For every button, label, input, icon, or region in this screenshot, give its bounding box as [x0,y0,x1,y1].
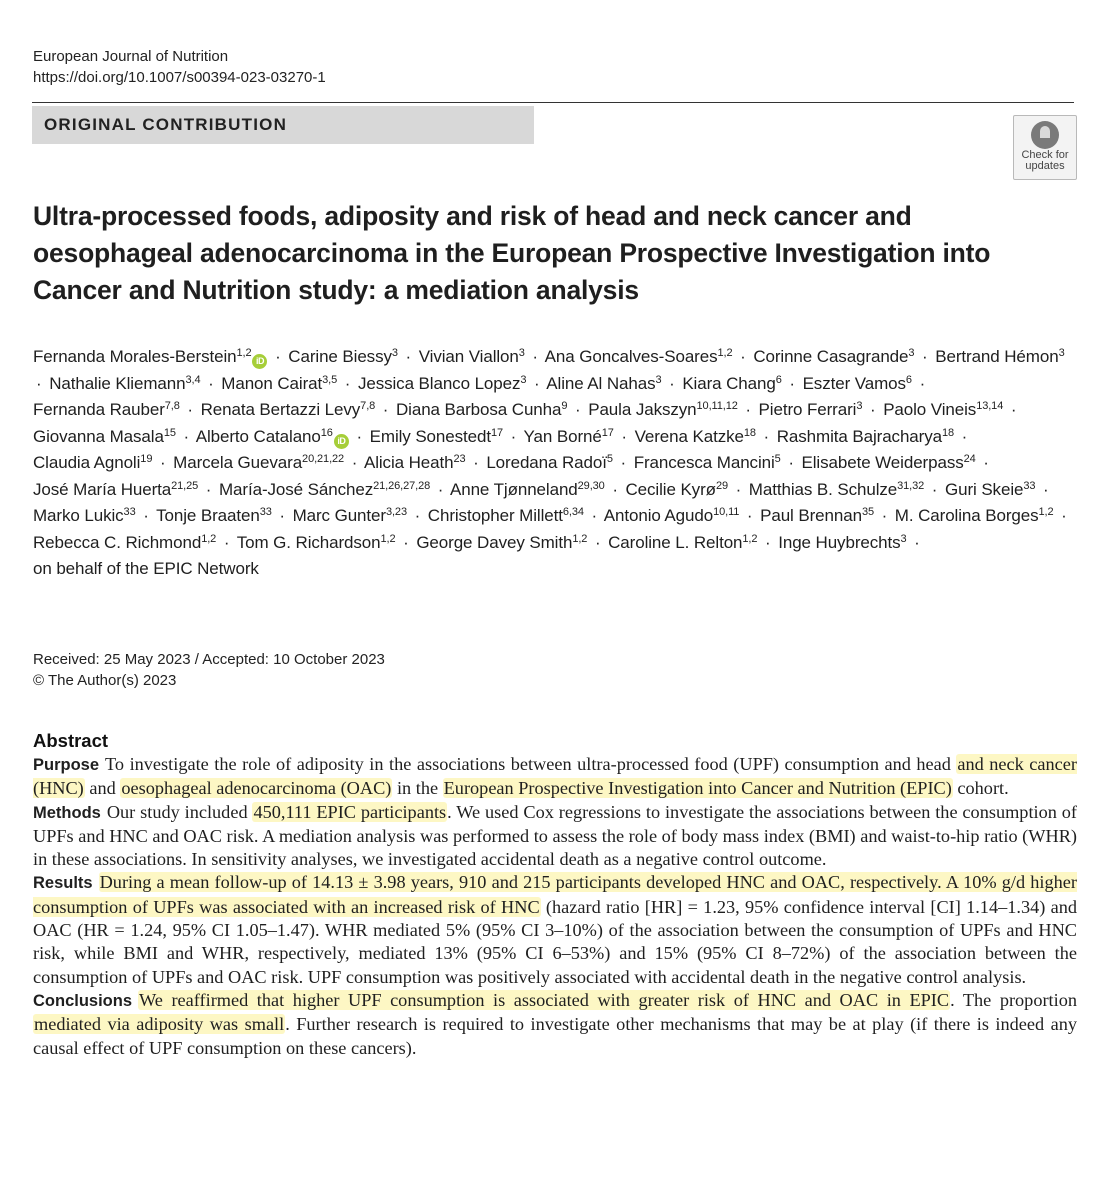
affiliation-marker: 17 [490,426,504,439]
author-separator: · [382,400,389,419]
affiliation-marker: 13,14 [976,400,1004,412]
author-separator: · [765,532,771,552]
author-separator: · [403,532,409,552]
author-name [288,347,398,366]
affiliation-marker: 5 [774,453,781,465]
author-name-text: Antonio Agudo [603,506,714,525]
affiliation-marker: 3,4 [185,373,201,386]
author-name-text: Ana Goncalves-Soares [544,347,718,366]
affiliation-marker: 3 [391,347,398,359]
affiliation-marker: 10,11 [713,506,740,518]
author-separator: · [575,400,581,419]
affiliation-marker: 1,2 [572,532,588,545]
affiliation-marker: 24 [963,453,976,465]
author-name-text: Jessica Blanco Lopez [357,373,521,393]
author-name-text: Eszter Vamos [802,373,906,393]
journal-header [33,46,326,88]
author-name [358,374,526,393]
author-name [364,453,466,472]
affiliation-marker: 35 [861,506,874,518]
author-separator: · [473,453,479,472]
author-separator: · [919,373,926,393]
author-name [33,427,176,446]
author-name-text: Bertrand Hémon [935,347,1059,366]
author-name [626,480,728,499]
affiliation-marker: 1,2 [201,532,217,545]
abstract-text: Our study included [106,801,253,822]
abstract-section-methods [33,801,1077,872]
author-separator: · [223,532,230,552]
affiliation-marker: 3 [856,400,863,412]
affiliation-marker: 3 [908,347,915,359]
author-separator: · [922,347,928,366]
doi-link[interactable]: https://doi.org/10.1007/s00394-023-03270-1 [33,69,326,86]
article-title: Ultra-processed foods, adiposity and risk of head and neck cancer and oesophageal adenocarcinoma in the European Prospective Investigation into Cancer and Nutrition study: a mediation analysis [33,201,991,305]
author-separator: · [740,347,746,366]
author-name-text: Fernanda Morales-Berstein [33,347,237,366]
check-for-updates-button[interactable] [1013,115,1077,180]
affiliation-marker: 3 [520,373,527,386]
author-name [370,427,503,446]
highlighted-text: oesophageal adenocarcinoma (OAC) [121,778,392,799]
author-separator: · [931,479,938,499]
affiliation-marker: 3 [518,347,525,359]
author-name [546,374,661,393]
author-name-text: Fernanda Rauber [33,400,165,419]
affiliation-marker: 18 [743,426,756,439]
author-name [635,427,756,446]
author-name [945,480,1035,499]
author-name [33,559,259,578]
affiliation-marker: 9 [561,400,568,412]
affiliation-marker: 29 [715,479,728,492]
author-name-text: Marc Gunter [292,506,386,525]
affiliation-marker: 3 [655,373,662,386]
bookmark-icon [1031,121,1059,149]
highlighted-text: European Prospective Investigation into Cancer and Nutrition (EPIC) [443,778,952,799]
affiliation-marker: 23 [453,453,466,465]
author-separator: · [36,373,42,393]
author-separator: · [669,373,675,393]
affiliation-marker: 31,32 [897,479,925,492]
author-name-text: Emily Sonestedt [369,426,491,446]
affiliation-marker: 6 [905,373,912,386]
author-separator: · [594,532,601,552]
author-name-text: Loredana Radoï [486,453,607,472]
abstract-body [33,753,1077,1060]
abstract-text: To investigate the role of adiposity in the associations between ultra-processed food (UPF) consumption and head [105,754,957,774]
author-separator: · [351,453,358,472]
author-separator: · [279,506,285,525]
abstract-section-label: Results [33,874,93,893]
orcid-icon[interactable]: iD [334,434,349,449]
author-name [802,453,976,472]
affiliation-marker: 15 [163,426,176,439]
author-name-text: Corinne Casagrande [753,347,909,366]
author-separator: · [532,347,538,366]
affiliation-marker: 33 [259,506,272,518]
journal-name: European Journal of Nutrition [33,48,229,65]
affiliation-marker: 1,2 [236,347,252,359]
affiliation-marker: 3 [1058,347,1065,359]
author-name [524,427,614,446]
copyright-notice: © The Author(s) 2023 [33,672,177,689]
author-name-text: Elisabete Weiderpass [801,453,964,472]
author-name-text: Guri Skeie [944,479,1024,499]
author-name [419,347,525,366]
author-name [33,400,180,419]
affiliation-marker: 33 [1023,479,1036,492]
abstract-section-label: Methods [33,803,101,822]
abstract-text: . Further research is required to investigate other mechanisms that may be at play (if there is indeed any causal effect of UPF consumption on these cancers). [33,1014,1078,1058]
author-separator: · [414,506,421,525]
author-name-text: Paolo Vineis [883,400,977,419]
author-name [608,533,757,552]
affiliation-marker: 20,21,22 [302,453,345,465]
author-name [49,374,200,393]
author-name-text: Verena Katzke [634,426,744,446]
author-name [293,506,407,525]
author-separator: · [159,453,166,472]
affiliation-marker: 1,2 [717,347,733,359]
author-name-text: Tonje Braaten [156,506,260,525]
author-separator: · [205,479,212,499]
author-name-text: Tom G. Richardson [236,532,381,552]
author-name [759,400,863,419]
author-name [588,400,738,419]
highlighted-text: During a mean follow-up of 14.13 ± 3.98 years, 910 and 215 participants developed HNC and OAC, respectively. A 10% g/d higher consumption of UPFs was associated with an increased risk of HNC [33,872,1077,917]
author-name-text: Aline Al Nahas [546,373,656,393]
author-name-text: Marko Lukic [33,506,124,525]
affiliation-marker: 18 [941,426,955,439]
check-updates-line1: Check for [1021,149,1069,161]
author-separator: · [789,373,795,393]
author-separator: · [961,426,968,446]
author-name [777,427,954,446]
author-name-text: Carine Biessy [288,347,392,366]
author-name [682,374,781,393]
affiliation-marker: 1,2 [380,532,396,545]
author-name-text: Kiara Chang [682,373,776,393]
author-name [428,506,584,525]
author-separator: · [914,532,920,552]
author-name [33,347,267,366]
author-separator: · [275,347,281,366]
author-name-text: M. Carolina Borges [894,506,1039,525]
author-name [156,506,272,525]
author-name-text: María-José Sánchez [218,479,374,499]
abstract [33,729,1077,1060]
orcid-icon[interactable]: iD [252,354,267,369]
author-name [396,400,567,419]
author-separator: · [534,373,540,393]
highlighted-text: mediated via adiposity was small [34,1014,285,1035]
author-name-text: Vivian Viallon [418,347,519,366]
author-name [634,453,781,472]
header-divider [32,102,1074,103]
author-separator: · [183,426,190,446]
received-accepted-dates: Received: 25 May 2023 / Accepted: 10 October 2023 [33,651,385,668]
abstract-heading: Abstract [33,730,109,751]
author-name [486,453,613,472]
author-separator: · [983,453,989,472]
affiliation-marker: 3 [900,532,907,545]
affiliation-marker: 10,11,12 [696,400,738,412]
highlighted-text: and neck cancer (HNC) [33,754,1077,799]
article-type-label: ORIGINAL CONTRIBUTION [44,115,288,134]
abstract-section-purpose [33,753,1077,801]
author-name [883,400,1003,419]
author-name-text: Christopher Millett [427,506,563,525]
affiliation-marker: 6,34 [562,506,584,518]
author-separator: · [1061,506,1067,525]
author-name-text: Cecilie Kyrø [625,479,716,499]
author-name [450,480,605,499]
author-separator: · [143,506,149,525]
article-type-banner [32,106,534,144]
affiliation-marker: 16 [320,426,333,439]
affiliation-marker: 1,2 [742,532,758,545]
author-name [749,480,924,499]
author-name [33,480,198,499]
affiliation-marker: 7,8 [360,400,376,412]
author-name [604,506,740,525]
author-name [201,400,376,419]
author-name [173,453,344,472]
abstract-text: . The proportion [950,989,1077,1010]
affiliation-marker: 21,25 [171,479,199,492]
author-name [778,533,906,552]
affiliation-marker: 17 [601,426,614,439]
author-name-text: José María Huerta [33,479,172,499]
author-name [935,347,1064,366]
affiliation-marker: 6 [775,373,782,386]
abstract-text: (hazard ratio [HR] = 1.23, 95% confidence interval [CI] 1.14–1.34) and OAC (HR = 1.24, 95% CI 1.05–1.47). WHR mediated 5% (95% CI 3–10%) of the association between the consumption of UPFs and HNC risk, while BMI and WHR, respectively, mediated 13% (95% CI 6–53%) and 15% (95% CI 8–72%) of the association between the consumption of UPFs and OAC risk. UPF consumption was positively associated with accidental death in the negative control analysis. [33,896,1077,987]
author-separator: · [763,426,770,446]
affiliation-marker: 5 [606,453,613,465]
author-separator: · [788,453,794,472]
author-separator: · [510,426,517,446]
author-name-text: George Davey Smith [416,532,573,552]
author-name-text: Manon Cairat [221,373,323,393]
author-name [196,427,349,446]
author-name [753,347,914,366]
author-name [545,347,733,366]
article-dates [33,649,385,691]
affiliation-marker: 29,30 [577,479,605,492]
author-name-text: on behalf of the EPIC Network [33,559,259,578]
author-name-text: Paul Brennan [760,506,862,525]
abstract-text: cohort. [952,778,1009,799]
author-name-text: Rashmita Bajracharya [776,426,942,446]
author-name-text: Alberto Catalano [195,426,321,446]
affiliation-marker: 1,2 [1038,506,1054,518]
author-separator: · [344,373,351,393]
author-name-text: Rebecca C. Richmond [33,532,202,552]
author-name-text: Giovanna Masala [33,426,164,446]
highlighted-text: We reaffirmed that higher UPF consumption is associated with greater risk of HNC and OAC in EPIC [139,989,950,1010]
author-name-text: Diana Barbosa Cunha [395,400,562,419]
affiliation-marker: 3,23 [385,506,407,518]
abstract-text: and [84,778,121,799]
author-name-text: Renata Bertazzi Levy [200,400,361,419]
author-list [33,344,1075,583]
author-name [760,506,874,525]
abstract-section-conclusions [33,989,1077,1060]
author-name [33,453,152,472]
author-separator: · [735,479,742,499]
author-separator: · [620,453,627,472]
author-separator: · [208,373,214,393]
author-name [803,374,912,393]
author-name-text: Matthias B. Schulze [748,479,898,499]
author-separator: · [437,479,444,499]
abstract-section-label: Conclusions [33,991,133,1010]
abstract-text: . We used Cox regressions to investigate the associations between the consumption of UPFs and HNC and OAC risk. A mediation analysis was performed to assess the role of body mass index (BMI) and waist-to-hip ratio (WHR) in these associations. In sensitivity analyses, we investigated accidental death as a negative control outcome. [33,801,1077,870]
author-separator: · [870,400,876,419]
highlighted-text: 450,111 EPIC participants [253,801,447,822]
author-name-text: Alicia Heath [363,453,454,472]
author-name-text: Nathalie Kliemann [49,373,186,393]
author-name-text: Inge Huybrechts [778,532,901,552]
author-name-text: Caroline L. Relton [608,532,743,552]
author-name [237,533,396,552]
abstract-section-label: Purpose [33,756,100,774]
author-separator: · [745,400,751,419]
author-separator: · [405,347,412,366]
author-name-text: Anne Tjønneland [449,479,578,499]
affiliation-marker: 7,8 [164,400,180,412]
author-separator: · [1043,479,1049,499]
author-name-text: Francesca Mancini [633,453,775,472]
abstract-section-results [33,871,1077,988]
author-name [221,374,337,393]
check-updates-line2: updates [1025,160,1065,172]
abstract-text: in the [392,778,443,799]
author-name-text: Yan Borné [523,426,602,446]
author-separator: · [356,426,363,446]
author-separator: · [1010,400,1017,419]
affiliation-marker: 19 [140,453,153,465]
author-name-text: Pietro Ferrari [758,400,857,419]
author-separator: · [591,506,598,525]
author-separator: · [881,506,888,525]
author-name-text: Paula Jakszyn [588,400,697,419]
author-separator: · [187,400,193,419]
author-name [33,506,136,525]
affiliation-marker: 21,26,27,28 [373,479,431,492]
author-name [219,480,430,499]
author-name [33,533,216,552]
author-separator: · [746,506,753,525]
author-separator: · [621,426,627,446]
author-separator: · [612,479,618,499]
author-name-text: Marcela Guevara [173,453,303,472]
author-name-text: Claudia Agnoli [33,453,141,472]
author-name [416,533,587,552]
author-name [895,506,1054,525]
affiliation-marker: 33 [123,506,136,518]
affiliation-marker: 3,5 [322,373,338,386]
